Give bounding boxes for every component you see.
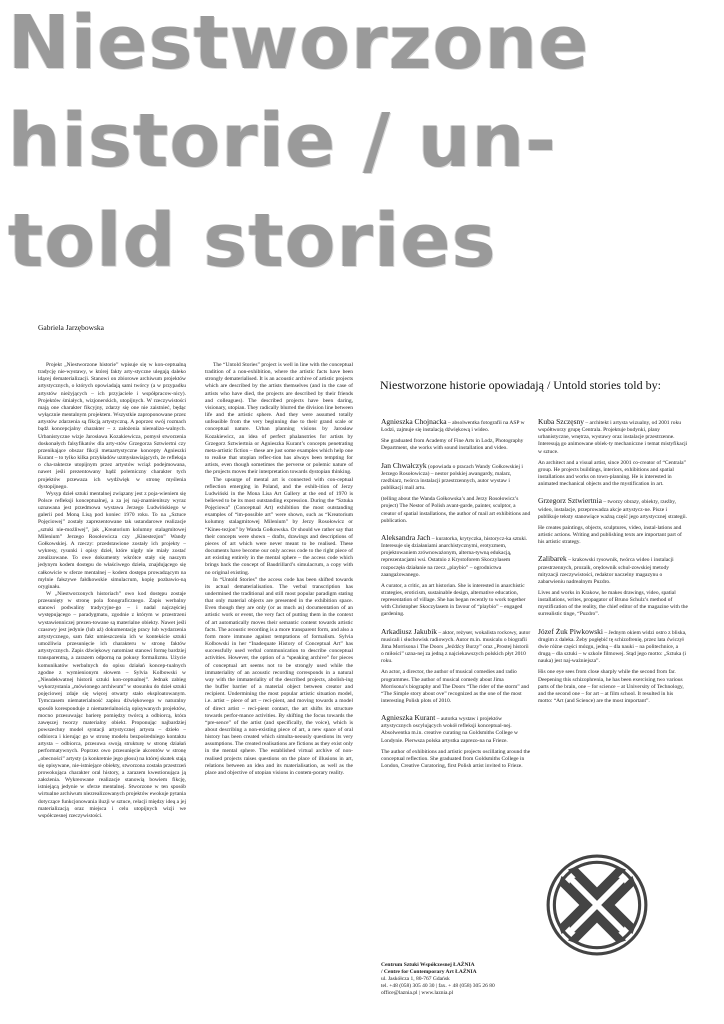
artist-bio (538, 628, 688, 706)
venue-contact: office@laznia.pl | www.laznia.pl (381, 990, 454, 996)
bio-text-pl: – kuratorka, krytyczka, historycz-ka sztuki. Interesuje się działaniami anarchistycznymi, erotyzmem, projektowaniem zrównoważonym, alterna-tywną edukacją, reprezentacjami wsi. Ostatnio z Krystoforem Skoczylasem rozpoczęła działanie na rzecz „playbio” – ogrodnictwa zaangażowanego. (381, 535, 528, 578)
essay-column-polish (38, 362, 186, 820)
bio-text-pl: (opowiada o pracach Wandy Gołkowskiej i Jerzego Rosołowicza) – nestor polskiej awangardy, malarz, rzeźbiarz, twórca instalacji przestrzennych, autor wystaw i publikacji mail artu. (381, 463, 523, 492)
artist-name: Arkadiusz Jakubik (381, 626, 438, 636)
bio-text-en: (telling about the Wanda Gołkowska’s and Jerzy Rosołowicz’s project) The Nestor of Polish avant-garde, painter, sculptor, a creator of spatial installations, the author of mail art exhibitions and publication. (381, 496, 531, 524)
venue-name-en: / Centre for Contemporary Art ŁAŹNIA (381, 969, 477, 975)
bio-text-pl: – absolwentka fotografii na ASP w Łodzi, zajmuje się instalacją dźwiękową i wideo. (381, 420, 525, 434)
artist-name: Grzegorz Sztwiertnia (538, 496, 602, 506)
artist-bio (381, 462, 531, 525)
essay-paragraph: Wysyp dzieł sztuki mentalnej związany jest z poja-wieniem się Polsce refleksji konceptualnej, a za jej naj-znamienitszy wyraz uznawana jest przedmowa wystawa Jerzego Ludwińskiego w galerii pod Moną Lisą pod koniec 1970 roku. To na „Sztuce Pojęciowej” zostały zaprezentowane tak ustandarowe realizacje „sztuki nie-możliwej”, jak „Kreatorium kolumny stalagmitowej Milenium” Jerzego Rosołowicza czy „Kinestezjon” Wandy Gołkowskiej. A rzeczy: przedstawione zostały ich projekty – wykresy, rysunki i opisy dzieł, które nigdy nie miały zostać zrealizowane. To owe dokumenty wkrótce stały się naszym jedynym kodem dostępu do właściwego dzieła, znajdującego się całkowicie w sferze mentalnej – kodem dostępu prowadzącym na mylnie fałszywe fałdkowskie simulacrum, kopię pozbawio-ną oryginału. (38, 490, 186, 590)
bio-text-en: An architect and a visual artist, since 2001 co-creator of “Centrala” group. He projects buildings, interiors, exhibitions and spatial installations and works on town-planning. He is interested in animated mechanical objects and the mystification in art. (538, 459, 686, 488)
title-line-3: told stories (8, 198, 497, 284)
venue-address: ul. Jaskółcza 1, 80-767 Gdańsk (381, 976, 450, 982)
bio-text-pl: – architekt i artysta wizualny, od 2001 roku współtworzy grupę Centrala. Projektuje budynki, plany urbanistyczne, wnętrza, wystawy oraz instalacje przestrzenne. Interesują go animowane obiek-ty mechaniczne i temat mistyfikacji w sztuce. (538, 420, 688, 455)
essay-paragraph: W „Niestworzonych historiach” owo kod dostępu zostaje przesunięty w stronę pola fonograficznego. Zapis werbalny stanowi podwaliny tradycyjne-go – i nadal najczęściej występującego – paradygmatu, zgodnie z którym w przestrzeni wystawienniczej prezen-towane są materialne obiekty. Nawet jeśli czasowy jest jedynie (lub aż) dokumentację pracy lub wydarzenia artystycznego, sam fakt umieszczenia ich w kontekście sztuki umożliwia przesunięcie ich charakteru w stronę faktów artystycznych. Zapis dźwiękowy natomiast stanowi formę bardziej transparentną, a zarazem odporną na pokusy formalizmu. Użycie komunikatów werbalnych do opisu działań koncep-tualnych zgodne z wymienionym słowem – Sylvia Kolbowski w „Nieadekwatnej historii sztuki kon-ceptualnej”. Jednak zabieg wykorzystania „mówionego archiwum” w stosunku do dzieł sztuki pojęciowej zdaje się więcej otwarty stało eksploatowanym. Tymczasem niematerialność zapisu dźwiękowego w naturalny sposób koresponduje z niematerialnością opisywanych projektów, mocno przesuwając barierę pomiędzy twórcą a odbiorcą, która zawęszej tworzy materialny obiekt. Proponując najbardziej powszechny model syntacji artystycznej artysta – dzieło – odbiorca i kierując go w stronę modelu bezpośredniego kontaktu artysta – odbiorca, przesuwa swoją strukturę w stronę działań performatywnych. Poprzez owo przesunięcie akcentów w stronę „obecności” artysty (a konkretnie jego głosu) na której skutek stają się opisywane, nie-istniejące obiekty, stworzona została przestrzeń prowokująca charakter oral history, a zarazem kwestionująca ją założenia. Wykreowane realizacje stanowią bowiem fikcję, istniejącą jedynie w sferze mentalnej. Stworzone w ten sposób wirtualne archiwum niezrealizowanych projektów ewokuje pytania dotyczące funkcjonowania iluzji w sztuce, relacji między ideą a jej materializacją oraz miejsca i celu utopijnych wizji we współczesnej rzeczywistości. (38, 591, 186, 819)
artist-bio (538, 555, 688, 618)
poster-title (8, 0, 720, 292)
bio-text-en: A curator, a critic, an art historian. She is interested in anarchistic strategies, eroticism, sustainable design, alternative education, representation of village. She has began recently to work together with Christopher Skoczylasem in favour of “playbio” – engaged gardening. (381, 582, 526, 618)
author-name: Gabriela Jarzębowska (38, 323, 105, 332)
bio-text-en: His one eye sees from close sharply while the second from far. Deepening this schizophrenia, he has been exercising two various parts of the brain, one – for science – at University of Technology, and the second one – for art – at film school. It resulted in his motto: “Art (and Science) are the most important”. (538, 669, 684, 704)
bio-text-en: The author of exhibitions and artistic projects oscillating around the conceptual reflection. She graduated from Goldsmiths College in London, Creative Curatoring, first Polish artist invited to Frieze. (381, 748, 531, 770)
title-line-2: historie / un- (8, 98, 557, 184)
title-line-1: Niestworzone (8, 0, 590, 86)
bio-text-pl: – aktor, reżyser, wokalista rockowy, autor musicali i słuchowisk radiowych. Autor m.in. musicalu o biografii Jima Morrisona i The Doors „Jeźdźcy Burzy” oraz „Prostej historii o miłości” uzna-nej za jedną z najciekawszych polskich płyt 2010 roku. (381, 629, 531, 665)
bio-text-en: She graduated from Academy of Fine Arts in Lodz, Photography Department, she works with sound installation and video. (381, 438, 524, 452)
venue-name-pl: Centrum Sztuki Współczesnej ŁAŹNIA (381, 962, 475, 968)
artist-bio (538, 497, 688, 546)
artists-heading: Niestworzone historie opowiadają / Untold stories told by: (380, 378, 661, 392)
artists-column-1 (381, 418, 531, 779)
venue-footer (381, 962, 541, 997)
bio-text-en: He creates paintings, objects, sculptures, video, instal-lations and artistic actions. Writing and publishing texts are important part of his artistic strategy. (538, 524, 682, 546)
artist-bio (381, 534, 531, 619)
bio-text-en: Lives and works in Krakow, he makes drawings, video, spatial installations, writes, propagator of Bruno Schulz’s method of mystification of the reality, the chief editor of the magazine with the surrealistic tinge, “Puzdro”. (538, 589, 688, 618)
venue-phone: tel. +48 (058) 305 40 30 | fax. + 48 (058) 305 26 80 (381, 983, 495, 989)
essay-paragraph: The “Untold Stories” project is well in line with the conceptual tradition of a non-exhibition, where the artistic facts have been strongly dematerialised. It is an acoustic archive of artistic projects which are described by the artists themselves (and in the case of artists who have died, the projects are described by their friends and colleagues). The described projects have been daring, visionary, utopian. They radically blurred the division line between life and the artistic sphere. And they were assumed totally unfeasible from the very beginning due to their grand scale or conceptual nature. Urban planning visions by Jarosław Kozakiewicz, an idea of perfect phalanstries for artists by Grzegorz Sztwiertnia or Agnieszka Kurant’s concepts penetrating meta-artistic fiction – these are just some examples which help one to realise that utopian reflec-tion has always been tempting for artists, even though sometimes the perverse or polemic nature of the projects moves their interpretation towards dystopian thinking. (205, 362, 353, 476)
artist-bio (381, 418, 531, 453)
essay-column-english (205, 362, 353, 777)
bio-text-pl: – krakowski rysownik, twórca wideo i instalacji przestrzennych, prozaik, orędownik schul-zowskiej metody mityzacji rzeczywistości, redaktor naczelny magazynu o zabarwieniu nadrealnym Puzdro. (538, 557, 674, 585)
artists-column-2 (538, 418, 688, 714)
artist-bio (381, 714, 531, 770)
artist-name: Aleksandra Jach (381, 532, 431, 542)
bio-text-pl: – autorka wystaw i projektów artystycznych oscylujących wokół refleksji konceptual-nej. Absolwentka m.in. creative curating na Goldsmiths College w Londynie. Pierwsza polska artystka zaprezo-na na Frieze. (381, 716, 519, 744)
artist-name: Agnieszka Kurant (381, 713, 436, 723)
artist-name: Józef Żuk Piwkowski (538, 626, 603, 636)
artist-name: Zalibarek (538, 554, 567, 564)
bio-text-pl: – tworzy obrazy, obiekty, rzeźby, wideo, instalacje, przeprowadza akcje artystycz-ne. Pisze i publikuje teksty stanowiące ważną część jego artystycznej strategii. (538, 499, 688, 520)
essay-paragraph: Projekt „Niestworzone historie” wpisuje się w kon-ceptualną tradycję nie-wystawy, w której fakty arty-styczne ulegają daleko idącej dematerializacji. Stanowi on zbiorowe archiwum projektów artystycznych, o których opowiadają sami twórcy (a w przypadku artystów nieżyjących – ich przyjaciele i współpracow-nicy). Projektów śmiałych, wizjonerskich, utopijnych. W rzeczywistości mają one charakter fikcyjny, zdarzy się one nie zaistnieć, będąc wyłącznie mentalnym projektem. Wszystkie zaproponowane przez artystów zdarzenia są fikcją artystyczną. A poprzez swój rozmach bądź koncepcjalny charakter – z założenia nierealizo-walnych. Urbanistyczne wizje Jarosława Kozakiewicza, pomysł stworzenia doskonałych falsyfikatów dla arty-stów Grzegorza Sztwiertni czy przenikające obszar fikcji metaartystyczne koncepty Agnieszki Kurant – to tylko kilka przykładów uzmysławiających, że refleksja o cha-rakterze utopijnym przez artystów wciąż podejmowana, nawet jeśli prezentowany bądź polemiczny charakter tych projektów przewaza ich wydźwięk w stronę myślenia dystopijnego. (38, 362, 186, 490)
artist-bio (381, 628, 531, 706)
artist-name: Agnieszka Chojnacka (381, 417, 447, 426)
essay-paragraph: In “Untold Stories” the access code has been shifted towards its actual dematerialisation. The verbal transcription has undermined the traditional and still most popular paradigm stating that only material objects are presented in the exhibition space. Even though they are only (or as much as) documentation of an artistic work or event, the very fact of putting them in the context of art automatically moves their semantic content towards artistic facts. The acoustic recording is a more transparent form, and also a form more immune against temptations of formalism. Sylvia Kolbowski in her “Inadequate History of Conceptual Art” has successfully used verbal communication to describe conceptual activities. However, the option of a “speaking archive” for pieces of conceptual art seems not to be strongly used while the immateriality of an acoustic recording corresponds in a natural way with the immateriality of the described projects, abolish-ing the buffer barrier of a material object between creator and recipient. Undermining the most popular artistic situation model, i.e. artist – piece of art – reci-pient, and moving towards a model of direct artist – reci-pient contact, the art shifts its structure towards perfor-mance activities. By shifting the focus towards the “pre-sence” of the artist (and specifically, the voice), which is about describing a non-existing piece of art, a new space of oral history has been created which simulta-neously questions its very assumptions. The created realisations are fictions as they exist only in the mental sphere. The established virtual archive of non-realised projects raises questions on the place of illusions in art, relations between an idea and its materialisation, as well as the place and objective of utopian visions in contem-porary reality. (205, 576, 353, 776)
artist-bio (538, 418, 688, 488)
artist-name: Kuba Szczęsny (538, 417, 585, 426)
laznia-logo-icon (545, 853, 649, 957)
essay-paragraph: The upsurge of mental art is connected with con-ceptual reflection emerging in Poland, and the exhib-ition of Jerzy Ludwiński in the Mona Lisa Art Gallery at the end of 1970 is believed to be its most outstanding expression. During the “Sztuka Pojęciowa” (Conceptual Art) exhibition the most outstanding examples of “im-possible art” were shown, such as “Kreatorium kolumny stalagmitowej Milenium” by Jerzy Rosołowicz or “Kines-tezjon” by Wanda Gołkowska. Or should we rather say that their concepts were shown – drafts, drawings and descriptions of pieces of art which were never meant to be realised. These documents have become our only access code to the right piece of art existing entirely in the mental sphere – the access code which brings back the concept of Baudrillard’s simulacrum, a copy with no original existing. (205, 476, 353, 576)
bio-text-en: An actor, a director, the author of musical comedies and radio programmes. The author of musical comedy about Jima Morrisona’s biography and The Doors “The rider of the storm” and “The Simple story about ove” recognized as the one of the most interesting Polish plots of 2010. (381, 669, 530, 704)
artist-name: Jan Chwałczyk (381, 460, 427, 470)
bio-text-pl: – Jednym okiem widzi ostro z bliska, drugim z daleka. Żeby pogłębić tę schizofrenię, przez lata ćwiczył dwie różne części mózgu, jedną – dla nauki – na politechnice, a drugą – dla sztuki – w szkole filmowej. Stąd jego motto: „Sztuka (i nauka) jest naj-ważniejsza”. (538, 629, 687, 665)
